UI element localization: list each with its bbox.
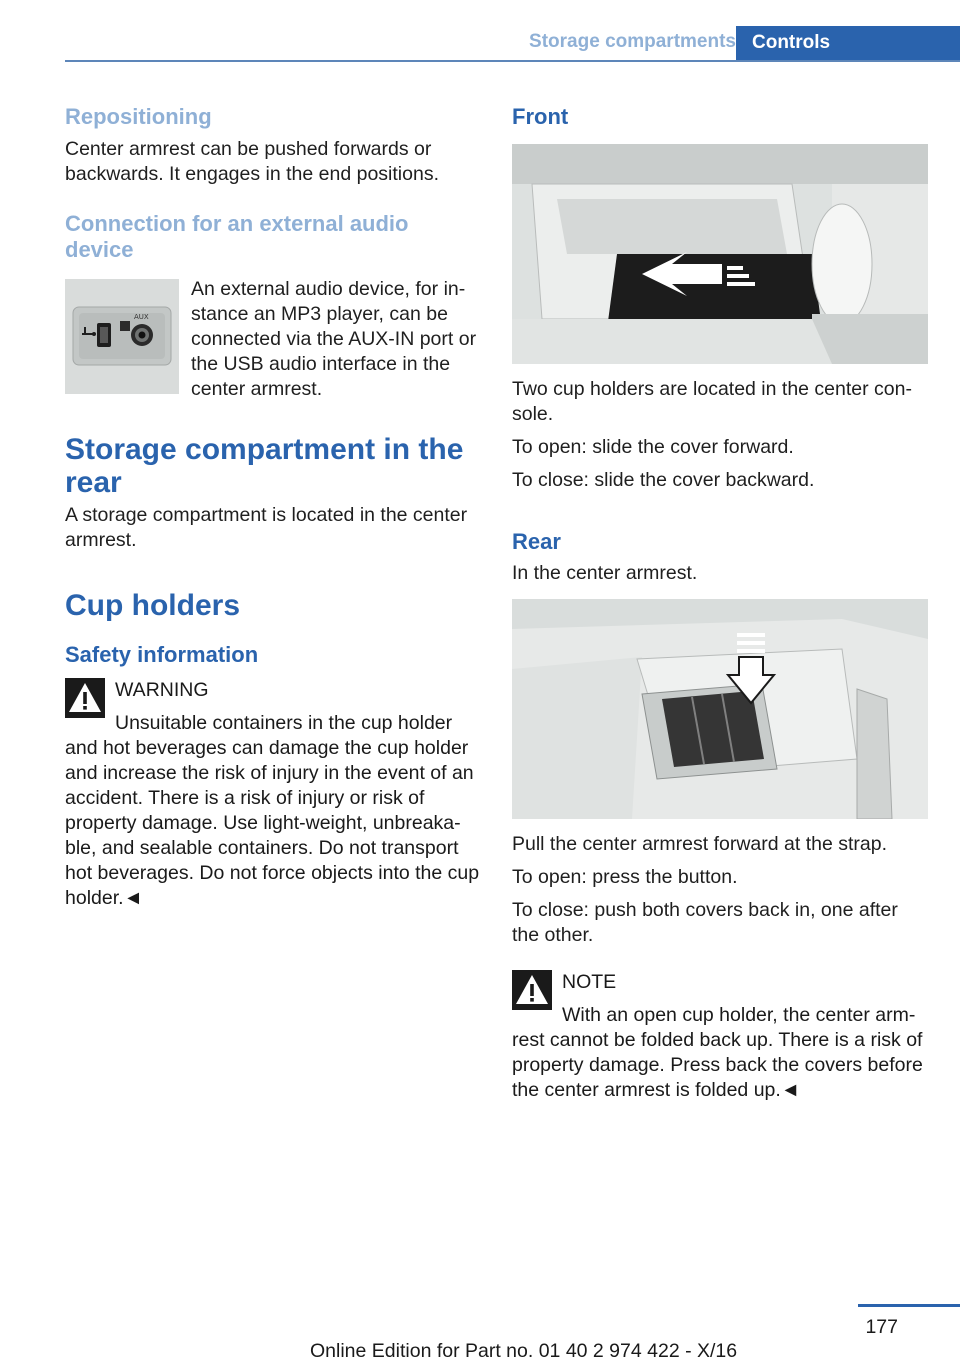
chapter-tab: Controls xyxy=(736,26,960,62)
storage-text: A storage compartment is located in the center armrest. xyxy=(65,504,468,551)
warning-block xyxy=(65,678,481,911)
repositioning-text: Center armrest can be pushed forwards or backwards. It engages in the end positions. xyxy=(65,138,439,185)
note-block xyxy=(512,970,928,1103)
front-text-3: To close: slide the cover backward. xyxy=(512,469,815,491)
page-header xyxy=(65,26,960,62)
storage-heading: Storage compartment in the rear xyxy=(65,433,464,499)
front-text-2: To open: slide the cover forward. xyxy=(512,436,794,458)
note-text: With an open cup holder, the center armrest cannot be folded back up. There is a risk of property damage. Press back the covers before the center armrest is folded up.◄ xyxy=(512,1004,923,1101)
svg-text:AUX: AUX xyxy=(134,313,149,321)
aux-usb-port-image xyxy=(65,279,179,394)
section-title: Storage compartments xyxy=(529,31,736,52)
front-text-1: Two cup holders are located in the center console. xyxy=(512,378,912,425)
left-column xyxy=(65,100,481,911)
front-heading: Front xyxy=(512,104,569,129)
rear-text-0: In the center armrest. xyxy=(512,562,698,584)
front-cup-holder-image xyxy=(512,144,928,364)
rear-text-3: To close: push both covers back in, one after the other. xyxy=(512,899,898,946)
header-rule xyxy=(65,60,960,62)
cup-holders-heading: Cup holders xyxy=(65,589,241,622)
footer-rule xyxy=(858,1304,960,1307)
rear-text-2: To open: press the button. xyxy=(512,866,738,888)
warning-label: WARNING xyxy=(115,679,209,701)
rear-text-1: Pull the center armrest forward at the strap. xyxy=(512,833,887,855)
warning-text: Unsuitable containers in the cup holder and hot beverages can damage the cup holder and increase the risk of injury in the event of an accident. There is a risk of injury or risk of property damage. Use light-weight, unbreakable, and sealable containers. Do not transport hot beverages. Do not force objects into the cup holder.◄ xyxy=(65,712,480,909)
rear-heading: Rear xyxy=(512,529,561,554)
safety-heading: Safety information xyxy=(65,642,259,667)
audio-text: An external audio device, for instance an MP3 player, can be connected via the AUX-IN port or the USB audio interface in the center armrest. xyxy=(191,278,477,400)
edition-text: Online Edition for Part no. 01 40 2 974 422 - X/16 xyxy=(310,1340,738,1362)
right-column xyxy=(512,100,928,1103)
warning-triangle-icon xyxy=(512,970,552,1010)
repositioning-heading: Repositioning xyxy=(65,104,212,129)
audio-heading: Connection for an external audio device xyxy=(65,211,409,262)
audio-block xyxy=(65,279,481,401)
warning-triangle-icon xyxy=(65,678,105,718)
note-label: NOTE xyxy=(562,971,617,993)
rear-cup-holder-image xyxy=(512,599,928,819)
page-number: 177 xyxy=(865,1316,898,1338)
